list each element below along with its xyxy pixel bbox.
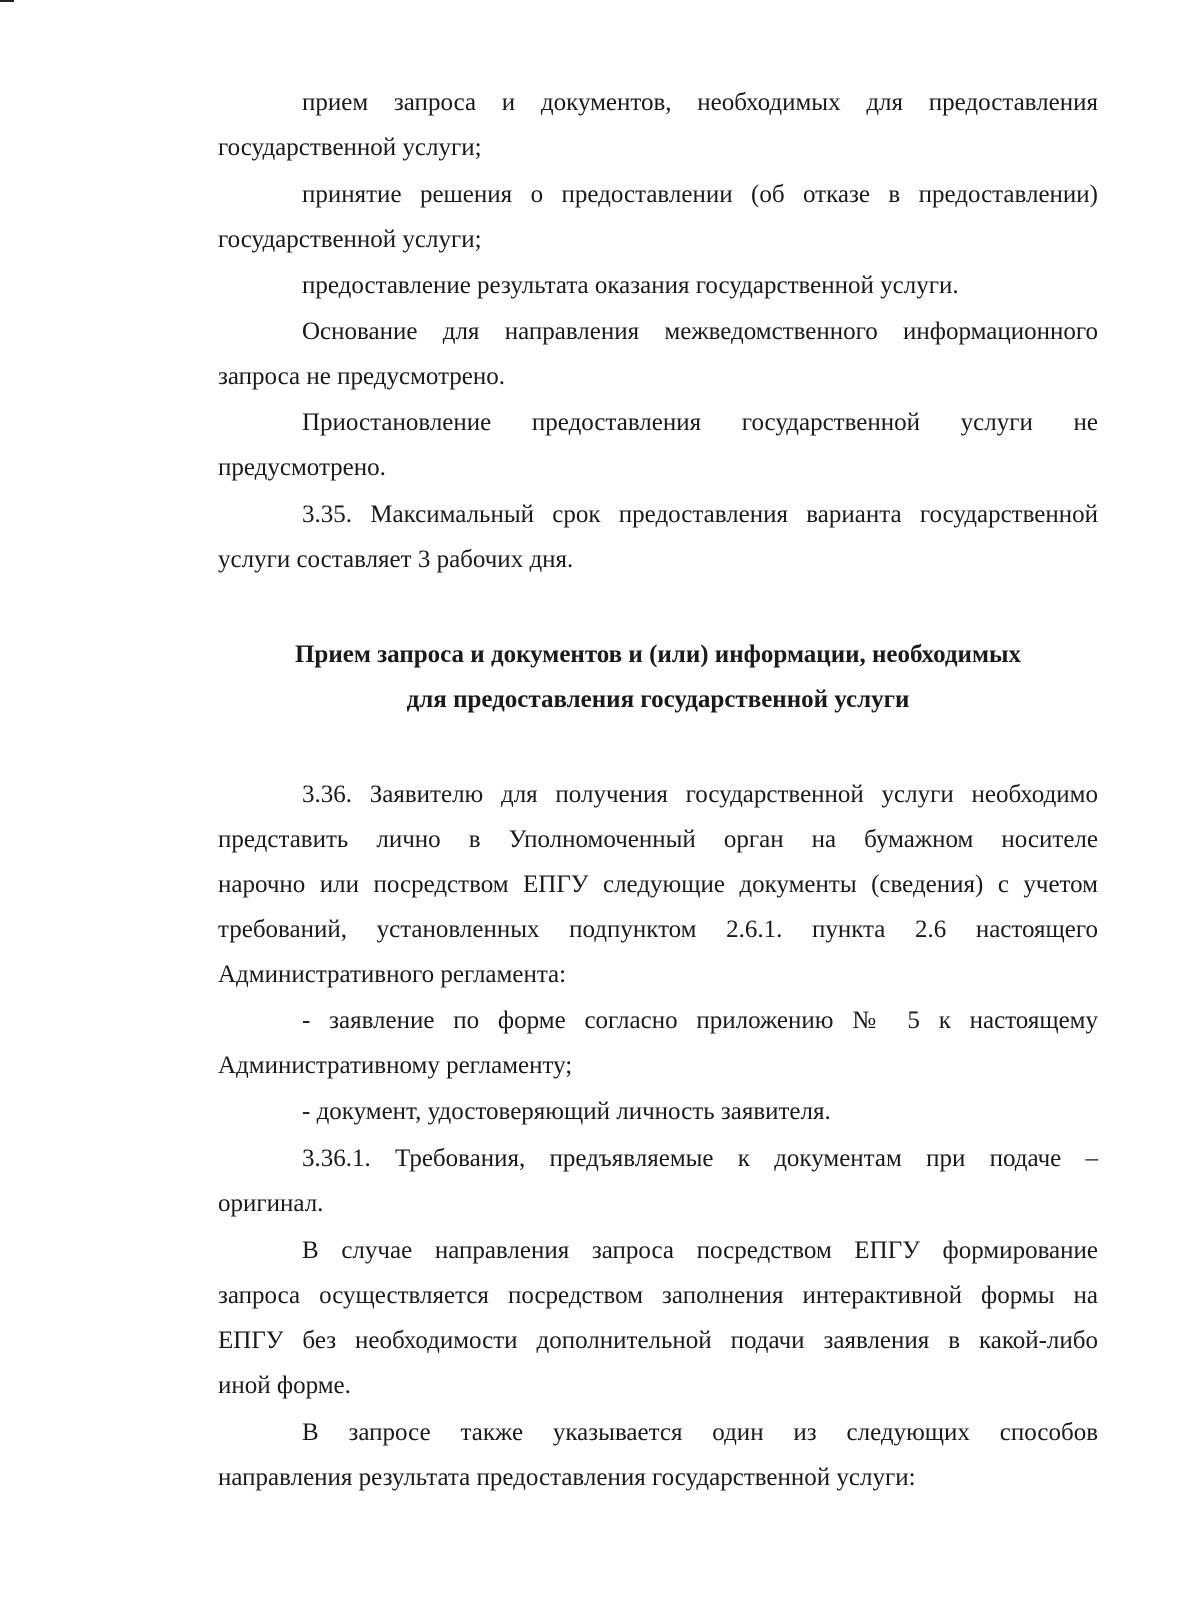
text-line: услуги составляет 3 рабочих дня. xyxy=(218,546,574,573)
paragraph-request-intake xyxy=(218,80,1098,170)
paragraph-3-36 xyxy=(218,772,1098,997)
text-line: запроса не предусмотрено. xyxy=(218,363,506,390)
text-line: нарочно или посредством ЕПГУ следующие документы (сведения) с учетом xyxy=(218,871,1098,898)
text-line: направления результата предоставления государственной услуги: xyxy=(218,1464,916,1491)
text-line: предоставление результата оказания государственной услуги. xyxy=(302,272,959,299)
paragraph-decision xyxy=(218,172,1098,262)
text-line: прием запроса и документов, необходимых для предоставления xyxy=(302,89,1098,116)
text-line: Приостановление предоставления государственной услуги не xyxy=(302,409,1098,436)
paragraph-interagency-request xyxy=(218,309,1098,399)
paragraph-epgu-submission xyxy=(218,1228,1098,1408)
text-line: предусмотрено. xyxy=(218,454,386,481)
text-line: представить лично в Уполномоченный орган на бумажном носителе xyxy=(218,826,1098,853)
heading-line: для предоставления государственной услуги xyxy=(406,686,910,713)
text-line: 3.36. Заявителю для получения государственной услуги необходимо xyxy=(302,781,1098,808)
paragraph-result-method xyxy=(218,1410,1098,1500)
paragraph-suspension xyxy=(218,400,1098,490)
paragraph-identity-document xyxy=(218,1089,1098,1134)
text-line: государственной услуги; xyxy=(218,134,482,161)
paragraph-3-36-1 xyxy=(218,1136,1098,1226)
text-line: Основание для направления межведомственного информационного xyxy=(302,318,1098,345)
section-heading xyxy=(218,632,1098,722)
text-line: - документ, удостоверяющий личность заявителя. xyxy=(302,1098,831,1125)
heading-line: Прием запроса и документов и (или) информации, необходимых xyxy=(294,641,1021,668)
text-line: Административному регламенту; xyxy=(218,1052,573,1079)
paragraph-3-35 xyxy=(218,492,1098,582)
text-line: ЕПГУ без необходимости дополнительной подачи заявления в какой-либо xyxy=(218,1327,1098,1354)
text-line: иной форме. xyxy=(218,1372,351,1399)
text-line: 3.35. Максимальный срок предоставления варианта государственной xyxy=(302,501,1098,528)
text-line: В случае направления запроса посредством ЕПГУ формирование xyxy=(302,1237,1098,1264)
paragraph-result-delivery xyxy=(218,263,1098,308)
text-line: запроса осуществляется посредством заполнения интерактивной формы на xyxy=(218,1282,1098,1309)
text-line: оригинал. xyxy=(218,1190,324,1217)
text-line: Административного регламента: xyxy=(218,961,567,988)
text-line: В запросе также указывается один из следующих способов xyxy=(302,1419,1098,1446)
text-line: требований, установленных подпунктом 2.6.1. пункта 2.6 настоящего xyxy=(218,916,1098,943)
text-line: государственной услуги; xyxy=(218,226,482,253)
text-line: 3.36.1. Требования, предъявляемые к документам при подаче – xyxy=(302,1145,1098,1172)
text-line: - заявление по форме согласно приложению № 5 к настоящему xyxy=(302,1007,1098,1034)
paragraph-application-form xyxy=(218,998,1098,1088)
text-line: принятие решения о предоставлении (об отказе в предоставлении) xyxy=(302,181,1098,208)
